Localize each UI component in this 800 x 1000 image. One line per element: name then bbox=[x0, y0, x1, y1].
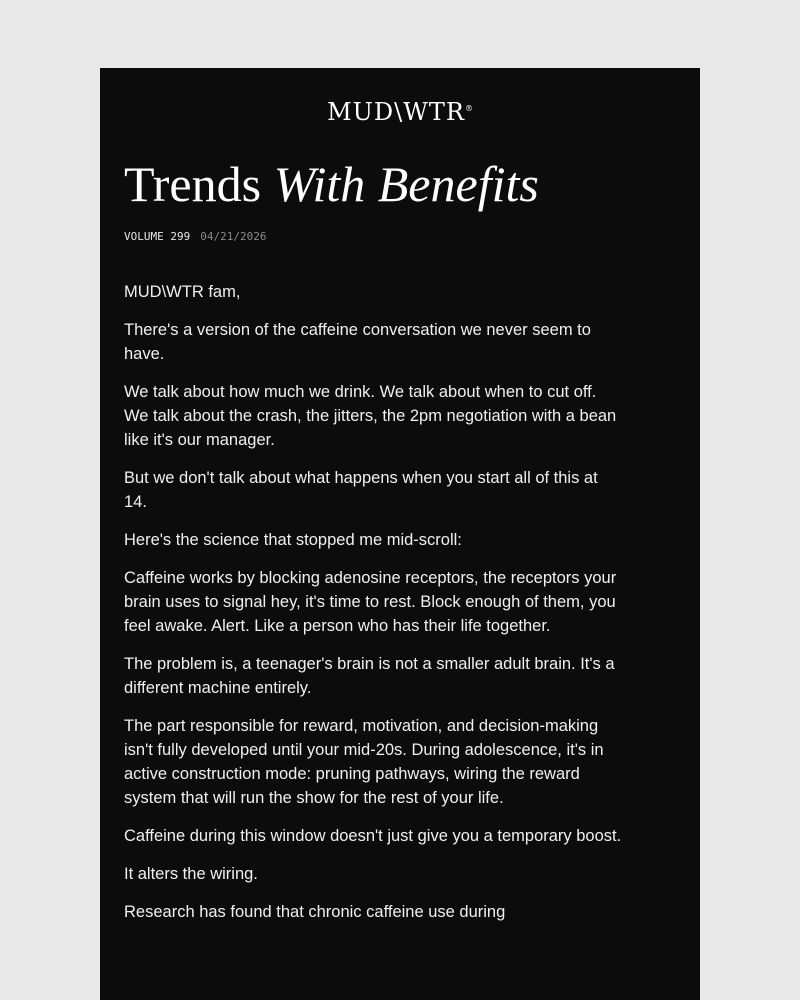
body-paragraph: Here's the science that stopped me mid-scroll: bbox=[124, 531, 462, 549]
brand-logo-text: MUD\WTR bbox=[327, 98, 465, 126]
title-italic: With Benefits bbox=[273, 156, 539, 212]
issue-date: 04/21/2026 bbox=[200, 230, 267, 243]
brand-logo[interactable] bbox=[100, 94, 700, 127]
body-paragraph: The part responsible for reward, motivation, and decision-making isn't fully developed until your mid-20s. During adolescence, it's in active construction mode: pruning pathways, wiring the reward system that will run the show for the rest of your life. bbox=[124, 717, 604, 807]
newsletter-card bbox=[100, 68, 700, 1000]
greeting: MUD\WTR fam, bbox=[124, 283, 241, 301]
newsletter-body bbox=[124, 280, 624, 938]
newsletter-title bbox=[124, 156, 539, 212]
body-paragraph: We talk about how much we drink. We talk about when to cut off. We talk about the crash, the jitters, the 2pm negotiation with a bean like it's our manager. bbox=[124, 383, 617, 449]
body-paragraph: It alters the wiring. bbox=[124, 865, 258, 883]
body-paragraph: But we don't talk about what happens when you start all of this at 14. bbox=[124, 469, 598, 511]
volume-label: VOLUME 299 bbox=[124, 230, 191, 243]
body-paragraph: Caffeine works by blocking adenosine receptors, the receptors your brain uses to signal hey, it's time to rest. Block enough of them, you feel awake. Alert. Like a person who has their life together. bbox=[124, 569, 617, 635]
body-paragraph: There's a version of the caffeine conversation we never seem to have. bbox=[124, 321, 591, 363]
body-paragraph: Research has found that chronic caffeine use during bbox=[124, 903, 506, 921]
issue-meta bbox=[124, 229, 266, 245]
registered-mark: ® bbox=[464, 104, 473, 113]
body-paragraph: Caffeine during this window doesn't just give you a temporary boost. bbox=[124, 827, 622, 845]
body-paragraph: The problem is, a teenager's brain is not a smaller adult brain. It's a different machine entirely. bbox=[124, 655, 615, 697]
title-plain: Trends bbox=[124, 156, 274, 212]
